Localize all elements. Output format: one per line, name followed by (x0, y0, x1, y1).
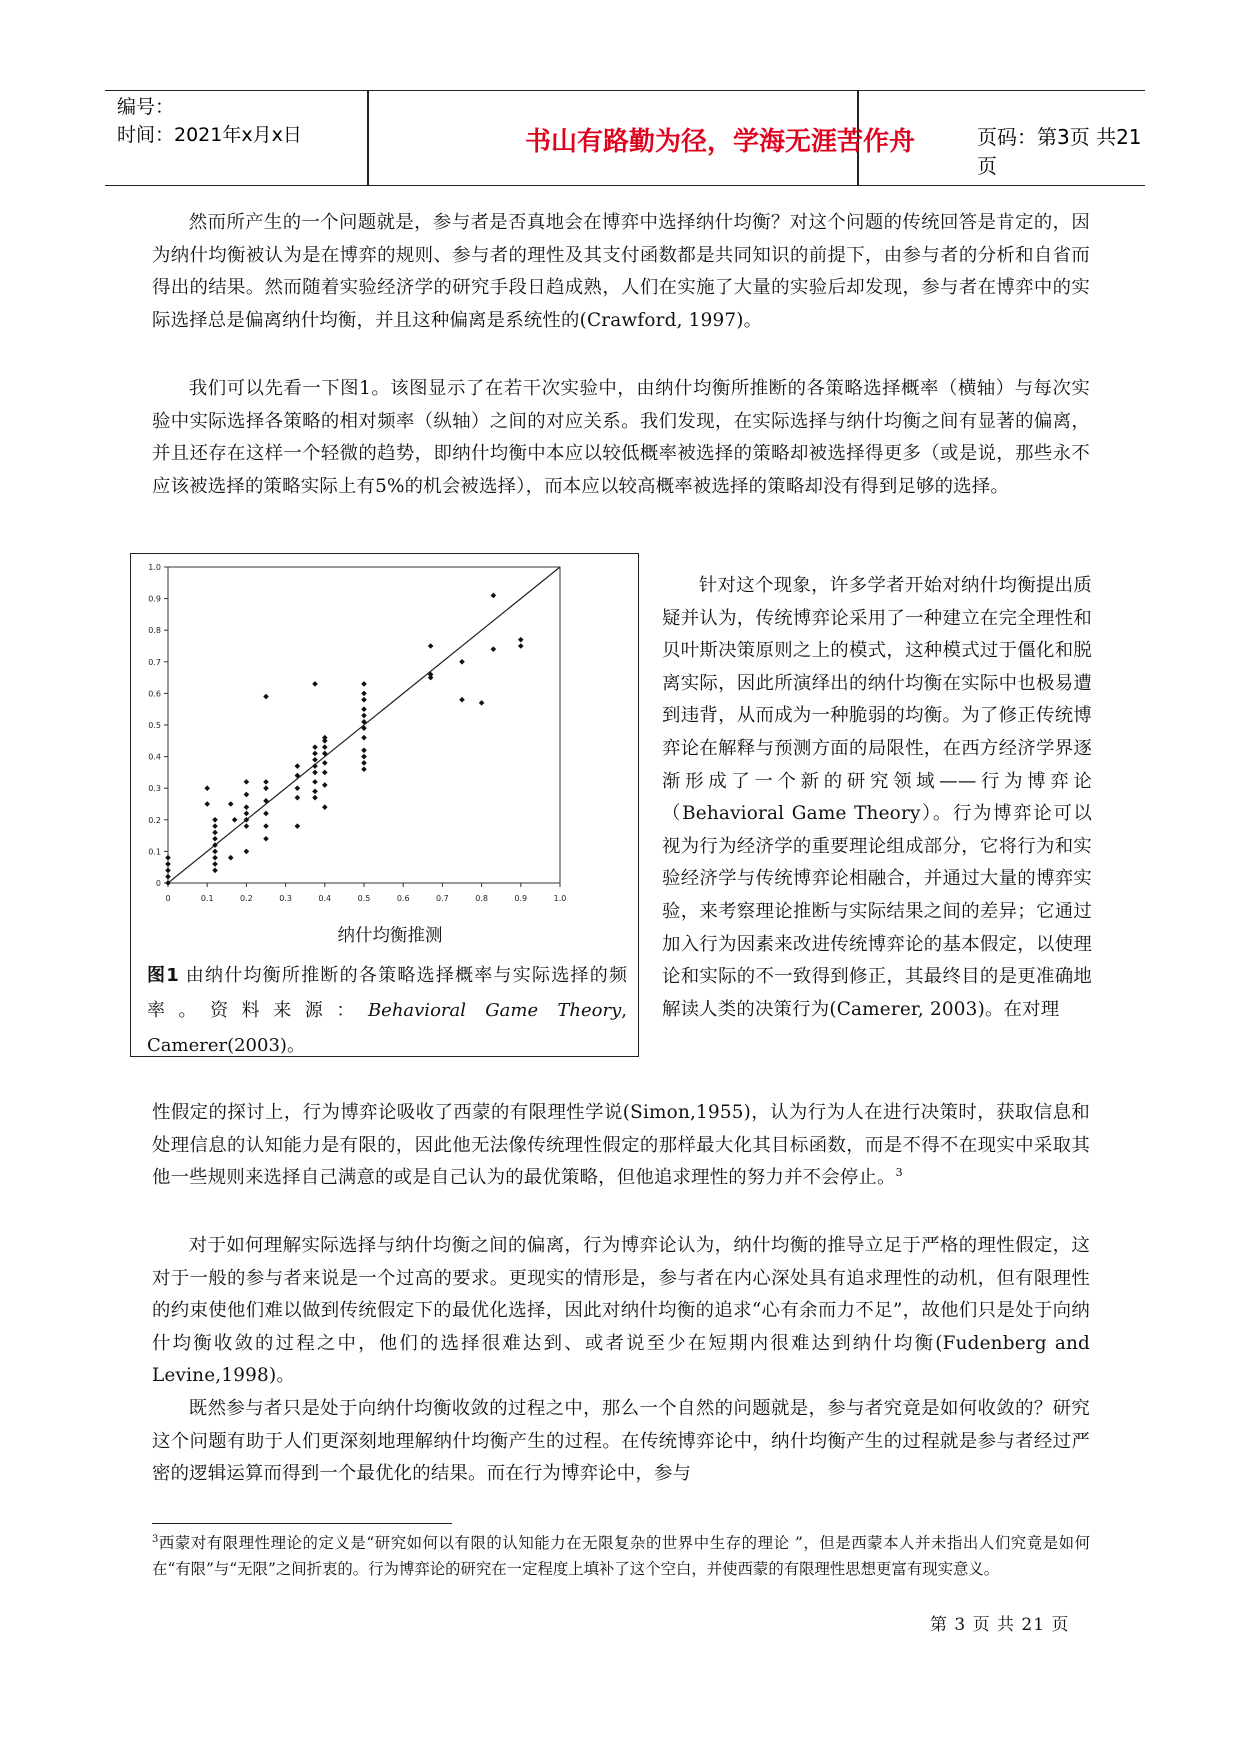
data-point (312, 779, 318, 785)
data-point (312, 770, 318, 776)
data-point (322, 735, 328, 741)
data-point (428, 643, 434, 649)
x-tick-label: 1.0 (553, 894, 567, 903)
data-point (361, 681, 367, 687)
data-point (212, 849, 218, 855)
data-point (322, 760, 328, 766)
data-point (165, 861, 171, 867)
x-tick-label: 0.3 (279, 894, 292, 903)
y-tick-label: 0.9 (148, 594, 161, 604)
figure-caption-text: 由纳什均衡所推断的各策略选择概率与实际选择的频率。资料来源： (147, 965, 627, 1021)
footnote-reference: 3 (895, 1166, 903, 1180)
y-tick-label: 0.3 (148, 784, 161, 794)
y-tick-label: 0.1 (148, 847, 161, 857)
data-point (212, 830, 218, 836)
paragraph-4: 对于如何理解实际选择与纳什均衡之间的偏离，行为博弈论认为，纳什均衡的推导立足于严格的理性假定，这对于一般的参与者来说是一个过高的要求。更现实的情形是，参与者在内心深处具有追求理性的动机，但有限理性的约束使他们难以做到传统假定下的最优化选择，因此对纳什均衡的追求“心有余而力不足”，故他们只是处于向纳什均衡收敛的过程之中，他们的选择很难达到、或者说至少在短期内很难达到纳什均衡(Fudenberg and Levine,1998)。 (152, 1235, 1090, 1387)
data-point (263, 694, 269, 700)
y-tick-label: 0.7 (148, 657, 161, 667)
x-tick-label: 0.7 (436, 894, 449, 903)
paragraph-3-wrapped: 针对这个现象，许多学者开始对纳什均衡提出质疑并认为，传统博弈论采用了一种建立在完全理性和贝叶斯决策原则之上的模式，这种模式过于僵化和脱离实际，因此所演绎出的纳什均衡在实际中也极易遭到违背，从而成为一种脆弱的均衡。为了修正传统博弈论在解释与预测方面的局限性，在西方经济学界逐渐形成了一个新的研究领域——行为博弈论（Behavioral Game Theory）。行为博弈论可以视为行为经济学的重要理论组成部分，它将行为和实验经济学与传统博弈论相融合，并通过大量的博弈实验，来考察理论推断与实际结果之间的差异；它通过加入行为因素来改进传统博弈论的基本假定，以使理论和实际的不一致得到修正，其最终目的是更准确地解读人类的决策行为(Camerer, 2003)。在对理 (662, 575, 1092, 1020)
data-point (263, 779, 269, 785)
data-point (228, 855, 234, 861)
x-tick-label: 0.4 (318, 894, 332, 903)
data-point (322, 804, 328, 810)
data-point (295, 785, 301, 791)
data-point (361, 760, 367, 766)
data-point (244, 804, 250, 810)
y-tick-label: 0.2 (148, 815, 161, 825)
data-point (518, 637, 524, 643)
data-point (312, 681, 318, 687)
paragraph-3-continued-text: 性假定的探讨上，行为博弈论吸收了西蒙的有限理性学说(Simon,1955)，认为行为人在进行决策时，获取信息和处理信息的认知能力是有限的，因此他无法像传统理性假定的那样最大化其目标函数，而是不得不在现实中采取其他一些规则来选择自己满意的或是自己认为的最优策略，但他追求理性的努力并不会停止。 (152, 1102, 1090, 1189)
x-tick-label: 0 (165, 894, 171, 903)
data-point (361, 713, 367, 719)
data-point (361, 706, 367, 712)
data-point (322, 770, 328, 776)
data-point (212, 817, 218, 823)
footnote-rule (152, 1523, 452, 1524)
footnote (152, 1527, 1090, 1582)
paragraph-5: 既然参与者只是处于向纳什均衡收敛的过程之中，那么一个自然的问题就是，参与者究竟是如何收敛的？研究这个问题有助于人们更深刻地理解纳什均衡产生的过程。在传统博弈论中，纳什均衡产生的过程就是参与者经过严密的逻辑运算而得到一个最优化的结果。而在行为博弈论中，参与 (152, 1398, 1090, 1485)
data-point (228, 801, 234, 807)
x-tick-label: 0.6 (396, 894, 410, 903)
data-point (312, 744, 318, 750)
data-point (361, 747, 367, 753)
data-point (263, 785, 269, 791)
header-page-info: 页码：第3页 共21页 (977, 125, 1142, 178)
data-point (244, 849, 250, 855)
data-point (322, 782, 328, 788)
data-point (361, 697, 367, 703)
data-point (295, 763, 301, 769)
x-tick-label: 0.9 (514, 894, 528, 903)
y-tick-label: 0.5 (148, 721, 161, 730)
data-point (459, 659, 465, 665)
data-point (263, 811, 269, 817)
x-tick-label: 0.5 (357, 894, 371, 903)
data-point (212, 868, 218, 874)
header-motto: 书山有路勤为径，学海无涯苦作舟 (524, 127, 915, 157)
figure-caption-source-title: Behavioral Game Theory (367, 1000, 622, 1021)
data-point (212, 823, 218, 829)
document-number-label: 编号： (117, 96, 175, 118)
data-point (244, 823, 250, 829)
data-point (312, 789, 318, 795)
data-point (295, 795, 301, 801)
x-tick-label: 0.2 (240, 894, 253, 903)
data-point (212, 855, 218, 861)
data-point (212, 836, 218, 842)
data-point (212, 861, 218, 867)
data-point (295, 823, 301, 829)
data-point (204, 801, 210, 807)
y-tick-label: 0.6 (148, 689, 161, 699)
data-point (361, 735, 367, 741)
data-point (491, 593, 497, 599)
data-point (361, 754, 367, 760)
data-point (361, 691, 367, 697)
data-point (479, 700, 485, 706)
y-tick-label: 0.8 (148, 626, 161, 636)
data-point (263, 823, 269, 829)
data-point (263, 836, 269, 842)
x-axis-label: 纳什均衡推测 (337, 926, 443, 946)
data-point (312, 795, 318, 801)
x-tick-label: 0.8 (475, 894, 488, 903)
data-point (312, 757, 318, 763)
paragraph-2: 我们可以先看一下图1。该图显示了在若干次实验中，由纳什均衡所推断的各策略选择概率（横轴）与每次实验中实际选择各策略的相对频率（纵轴）之间的对应关系。我们发现，在实际选择与纳什均衡之间有显著的偏离，并且还存在这样一个轻微的趋势，即纳什均衡中本应以较低概率被选择的策略却被选择得更多（或是说，那些永不应该被选择的策略实际上有5%的机会被选择），而本应以较高概率被选择的策略却没有得到足够的选择。 (152, 378, 1090, 497)
document-time-label: 时间：2021年x月x日 (117, 124, 302, 146)
data-point (232, 817, 238, 823)
footnote-marker: 3 (152, 1534, 159, 1545)
data-point (361, 766, 367, 772)
equilibrium-reference-line (168, 567, 560, 883)
y-tick-label: 0.4 (148, 752, 161, 762)
data-point (244, 779, 250, 785)
paragraph-1: 然而所产生的一个问题就是，参与者是否真地会在博弈中选择纳什均衡？对这个问题的传统回答是肯定的，因为纳什均衡被认为是在博弈的规则、参与者的理性及其支付函数都是共同知识的前提下，由参与者的分析和自省而得出的结果。然而随着实验经济学的研究手段日趋成熟，人们在实施了大量的实验后却发现，参与者在博弈中的实际选择总是偏离纳什均衡，并且这种偏离是系统性的(Crawford, 1997)。 (152, 212, 1090, 331)
data-point (165, 868, 171, 874)
footnote-text: 西蒙对有限理性理论的定义是“研究如何以有限的认知能力在无限复杂的世界中生存的理论 ”，但是西蒙本人并未指出人们究竟是如何在“有限”与“无限”之间折衷的。行为博弈论的研究在一定程度上填补了这个空白，并使西蒙的有限理性思想更富有现实意义。 (152, 1534, 1090, 1579)
y-tick-label: 1.0 (148, 563, 161, 572)
data-point (204, 785, 210, 791)
data-point (459, 697, 465, 703)
figure-caption (147, 958, 627, 1063)
data-point (244, 811, 250, 817)
data-point (165, 855, 171, 861)
figure-caption-label: 图1 (147, 965, 179, 986)
data-point (518, 643, 524, 649)
figure-caption-source-rest: , Camerer(2003)。 (147, 1000, 627, 1056)
data-point (244, 792, 250, 798)
data-point (312, 763, 318, 769)
data-point (322, 744, 328, 750)
data-point (165, 874, 171, 880)
x-tick-label: 0.1 (200, 894, 214, 903)
data-point (491, 646, 497, 652)
page-footer: 第 3 页 共 21 页 (930, 1615, 1070, 1635)
y-tick-label: 0 (155, 879, 161, 888)
data-point (312, 751, 318, 757)
